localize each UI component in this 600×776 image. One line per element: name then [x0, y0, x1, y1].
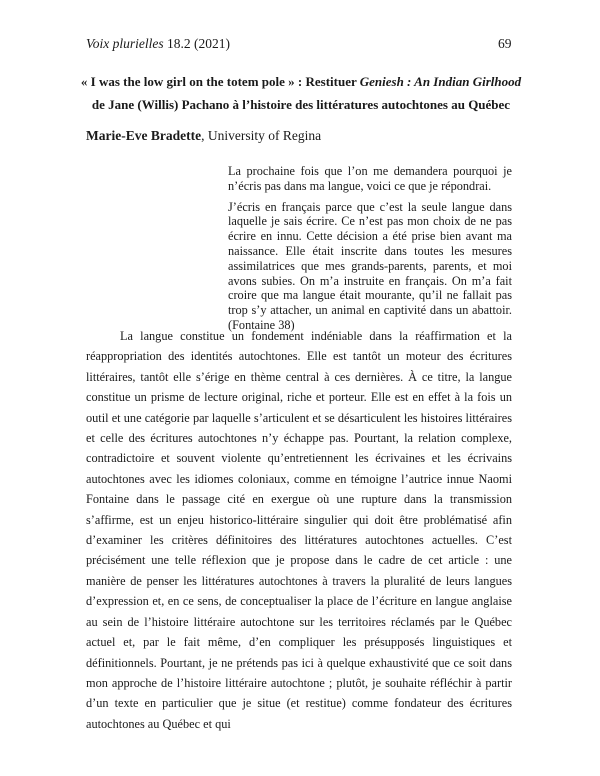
title-part-2: de Jane (Willis) Pachano à l’histoire des littératures autochtones au Québec: [91, 97, 511, 112]
author-name: Marie-Eve Bradette: [86, 128, 202, 143]
title-book-name: Geniesh : An Indian Girlhood: [359, 74, 522, 89]
running-header: [86, 36, 230, 52]
author-affiliation: , University of Regina: [201, 128, 322, 143]
article-title: [80, 70, 522, 116]
journal-issue: 18.2 (2021): [167, 36, 230, 51]
journal-name: Voix plurielles: [86, 36, 164, 51]
title-part-1: « I was the low girl on the totem pole » : Restituer: [80, 74, 360, 89]
body-paragraph: La langue constitue un fondement indéniable dans la réaffirmation et la réappropriation des identités autochtones. Elle est tantôt un moteur des écritures littéraires, tantôt elle s’érige en thème central à ces dernières. À ce titre, la langue constitue un prisme de lecture original, riche et porteur. Elle est en effet à la fois un outil et une catégorie par laquelle s’articulent et se désarticulent les histoires littéraires et celle des écritures autochtones n’y échappe pas. Pourtant, la relation complexe, contradictoire et souvent violente qu’entretiennent les écrivaines et les écrivains autochtones avec les idiomes coloniaux, comme en témoigne l’autrice innue Naomi Fontaine dans le passage cité en exergue où une rupture dans la transmission s’affirme, est un enjeu historico-littéraire singulier qui doit être problématisé afin d’examiner les critères définitoires des littératures autochtones actuelles. C’est précisément une telle réflexion que je propose dans le cadre de cet article : une manière de penser les littératures autochtones à travers la pluralité de leurs langues d’expression et, en ce sens, de conceptualiser la place de l’écriture en langue anglaise au sein de l’histoire littéraire autochtone sur les territoires réclamés par le Québec actuel et, par le fait même, d’en compliquer les présupposés linguistiques et définitionnels. Pourtant, je ne prétends pas ici à quelque exhaustivité que ce soit dans mon approche de l’histoire littéraire autochtone ; plutôt, je souhaite réfléchir à partir d’un texte en particulier que je situe (et restitue) comme fondateur des écritures autochtones au Québec et qui: [86, 329, 512, 731]
epigraph: [228, 164, 512, 339]
epigraph-paragraph: J’écris en français parce que c’est la seule langue dans laquelle je sais écrire. Ce n’est pas mon choix de ne pas écrire en innu. Cette décision a été prise bien avant ma naissance. Elle était inscrite dans toutes les mesures assimilatrices que mes grands-parents, parents, et moi avons subies. On m’a instruite en français. On m’a fait croire que ma langue était mourante, qu’il ne fallait pas trop s’y attacher, un animal en captivité dans un abattoir. (Fontaine 38): [228, 199, 512, 332]
author-line: [86, 128, 321, 144]
page-number: 69: [498, 36, 512, 51]
body-text: [86, 326, 512, 734]
epigraph-paragraph: La prochaine fois que l’on me demandera pourquoi je n’écris pas dans ma langue, voici ce que je répondrai.: [228, 164, 512, 193]
